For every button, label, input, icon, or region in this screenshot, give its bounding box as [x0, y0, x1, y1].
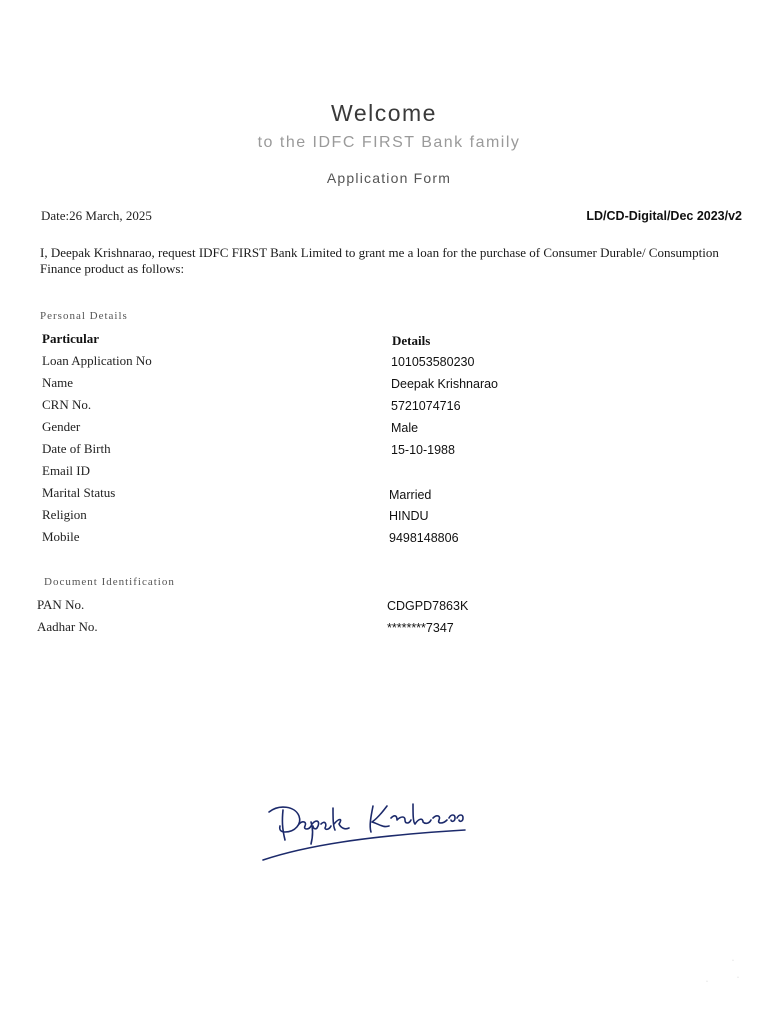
- loan-application-no-label: Loan Application No: [42, 353, 152, 368]
- applicant-signature: [255, 790, 475, 870]
- gender-label: Gender: [42, 419, 81, 434]
- scan-artifact: ·: [737, 975, 739, 981]
- particular-column-header: Particular: [42, 331, 100, 346]
- name-label: Name: [42, 375, 74, 390]
- crn-no-label: CRN No.: [42, 397, 92, 412]
- mobile-value: 9498148806: [389, 531, 459, 545]
- name-value: Deepak Krishnarao: [391, 377, 499, 391]
- scan-artifact: ·: [732, 958, 734, 964]
- scan-artifact: ·: [706, 979, 708, 985]
- personal-details-heading: Personal Details: [40, 310, 128, 322]
- mobile-label: Mobile: [42, 529, 80, 544]
- email-id-label: Email ID: [42, 463, 91, 478]
- marital-status-label: Marital Status: [42, 485, 116, 500]
- gender-value: Male: [391, 421, 419, 435]
- religion-value: HINDU: [389, 509, 429, 523]
- date-of-birth-label: Date of Birth: [42, 441, 111, 456]
- form-reference: LD/CD-Digital/Dec 2023/v2: [586, 209, 742, 223]
- document-identification-heading: Document Identification: [44, 576, 175, 588]
- welcome-subtitle: to the IDFC FIRST Bank family: [257, 134, 521, 151]
- aadhar-no-value: ********7347: [387, 621, 454, 635]
- intro-paragraph: I, Deepak Krishnarao, request IDFC FIRST Bank Limited to grant me a loan for the purchase of Consumer Durable/ Consumption Finance product as follows:: [40, 245, 719, 276]
- religion-label: Religion: [42, 507, 87, 522]
- form-title: Application Form: [326, 170, 452, 186]
- welcome-heading: Welcome: [331, 100, 437, 126]
- aadhar-no-label: Aadhar No.: [37, 619, 98, 634]
- pan-no-label: PAN No.: [37, 597, 85, 612]
- loan-application-no-value: 101053580230: [391, 355, 475, 369]
- pan-no-value: CDGPD7863K: [387, 599, 469, 613]
- date-of-birth-value: 15-10-1988: [391, 443, 455, 457]
- form-date: Date:26 March, 2025: [41, 208, 152, 223]
- marital-status-value: Married: [389, 488, 432, 502]
- crn-no-value: 5721074716: [391, 399, 461, 413]
- details-column-header: Details: [392, 333, 431, 348]
